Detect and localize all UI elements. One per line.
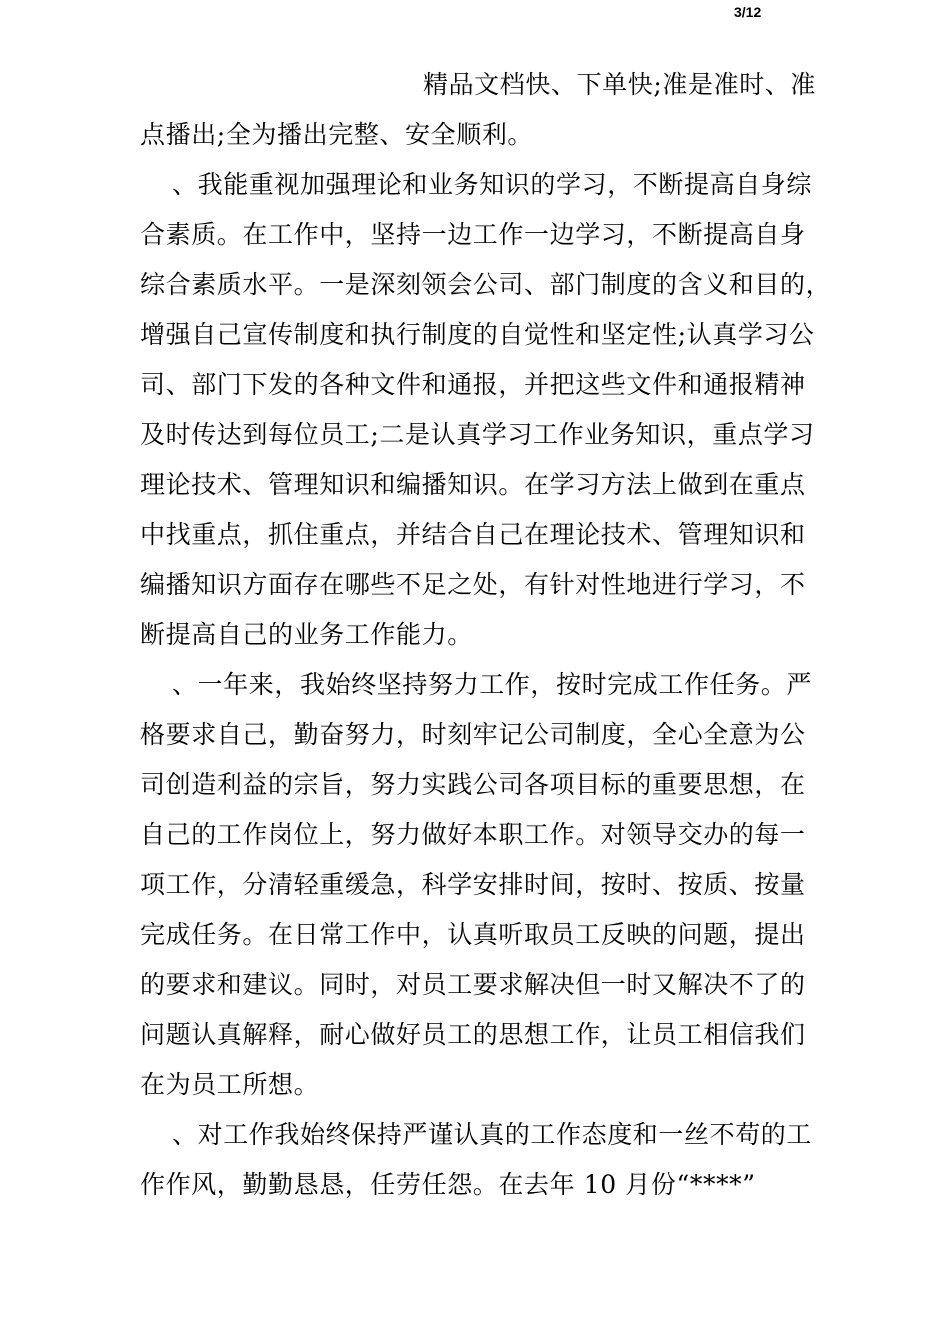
text-line: 自己的工作岗位上，努力做好本职工作。对领导交办的每一	[140, 820, 806, 849]
text-line: 增强自己宣传制度和执行制度的自觉性和坚定性;认真学习公	[140, 320, 815, 349]
text-line: 的要求和建议。同时，对员工要求解决但一时又解决不了的	[140, 970, 806, 999]
text-line: 点播出;全为播出完整、安全顺利。	[140, 120, 534, 149]
text-line: 完成任务。在日常工作中，认真听取员工反映的问题，提出	[140, 920, 806, 949]
paragraph-first-line: 、对工作我始终保持严谨认真的工作态度和一丝不苟的工	[172, 1120, 813, 1149]
text-line: 合素质。在工作中，坚持一边工作一边学习，不断提高自身	[140, 220, 806, 249]
paragraph-first-line: 、我能重视加强理论和业务知识的学习，不断提高自身综	[172, 170, 813, 199]
document-body	[140, 60, 830, 1210]
text-line: 编播知识方面存在哪些不足之处，有针对性地进行学习，不	[140, 570, 806, 599]
paragraph-first-line: 、一年来，我始终坚持努力工作，按时完成工作任务。严	[172, 670, 813, 699]
text-line: 格要求自己，勤奋努力，时刻牢记公司制度，全心全意为公	[140, 720, 806, 749]
text-line: 断提高自己的业务工作能力。	[140, 620, 473, 649]
text-line: 在为员工所想。	[140, 1070, 320, 1099]
text-line: 综合素质水平。一是深刻领会公司、部门制度的含义和目的，	[140, 270, 832, 299]
text-line: 作作风，勤勤恳恳，任劳任怨。在去年 10 月份“****”	[140, 1170, 756, 1199]
text-line: 司、部门下发的各种文件和通报，并把这些文件和通报精神	[140, 370, 806, 399]
text-line: 问题认真解释，耐心做好员工的思想工作，让员工相信我们	[140, 1020, 806, 1049]
text-line: 中找重点，抓住重点，并结合自己在理论技术、管理知识和	[140, 520, 806, 549]
text-line: 及时传达到每位员工;二是认真学习工作业务知识，重点学习	[140, 420, 815, 449]
text-line: 司创造利益的宗旨，努力实践公司各项目标的重要思想，在	[140, 770, 806, 799]
text-line: 项工作，分清轻重缓急，科学安排时间，按时、按质、按量	[140, 870, 806, 899]
page-number: 3/12	[734, 4, 762, 20]
text-line: 理论技术、管理知识和编播知识。在学习方法上做到在重点	[140, 470, 806, 499]
text-line: 精品文档快、下单快;准是准时、准	[422, 70, 816, 99]
